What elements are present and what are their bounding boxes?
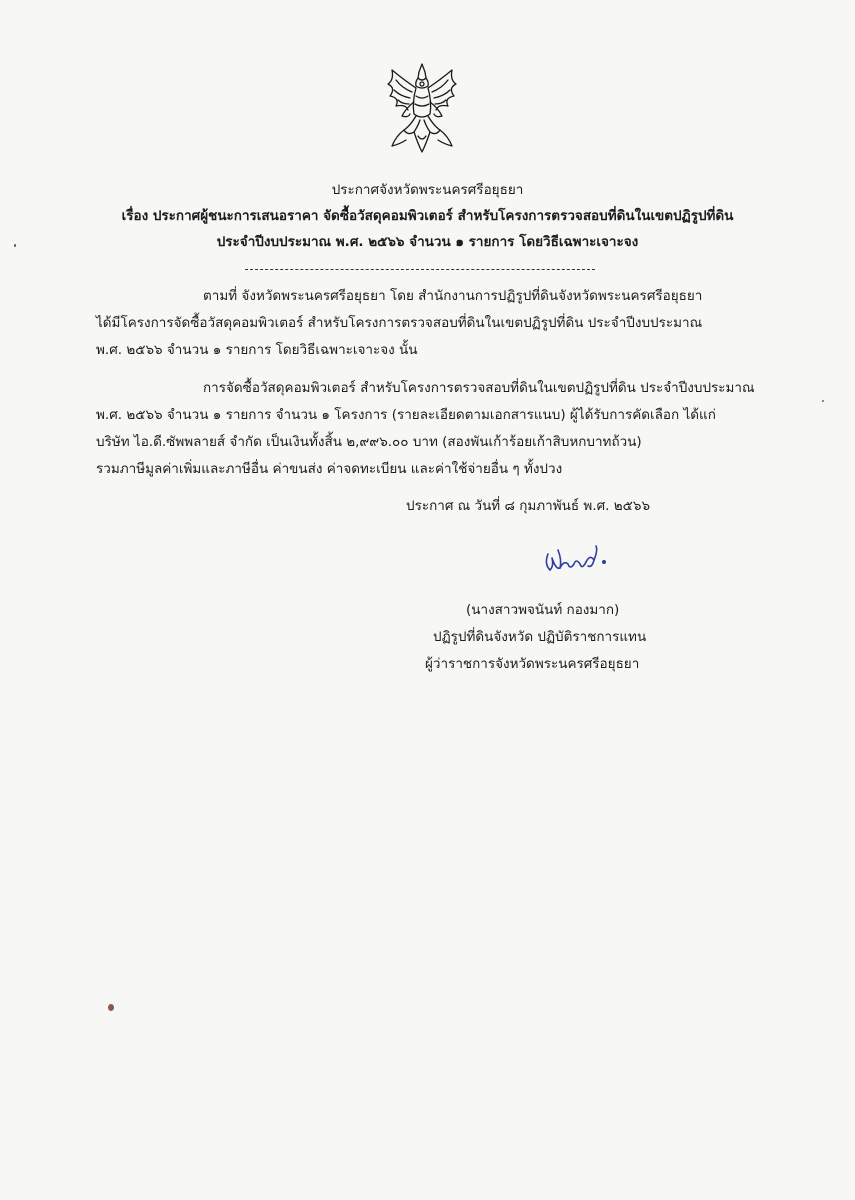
garuda-emblem-icon [382,62,462,156]
paragraph2-line-4: รวมภาษีมูลค่าเพิ่มและภาษีอื่น ค่าขนส่ง ค่าจดทะเบียน และค่าใช้จ่ายอื่น ๆ ทั้งปวง [96,461,563,477]
paragraph2-line-1: การจัดซื้อวัสดุคอมพิวเตอร์ สำหรับโครงการตรวจสอบที่ดินในเขตปฏิรูปที่ดิน ประจำปีงบประมาณ [203,380,755,396]
scan-speck [14,244,16,247]
paragraph2-line-2: พ.ศ. ๒๕๖๖ จำนวน ๑ รายการ จำนวน ๑ โครงการ (รายละเอียดตามเอกสารแนบ) ผู้ได้รับการคัดเลือก ได้แก่ [96,407,716,423]
subject-line-1: เรื่อง ประกาศผู้ชนะการเสนอราคา จัดซื้อวัสดุคอมพิวเตอร์ สำหรับโครงการตรวจสอบที่ดินในเขตปฏิรูปที่ดิน [121,208,734,224]
signatory-position-1: ปฏิรูปที่ดินจังหวัด ปฏิบัติราชการแทน [433,629,647,645]
scan-speck [108,1004,114,1011]
signatory-name: (นางสาวพจนันท์ กองมาก) [466,602,620,618]
signatory-position-2: ผู้ว่าราชการจังหวัดพระนครศรีอยุธยา [425,656,640,672]
paragraph1-line-2: ได้มีโครงการจัดซื้อวัสดุคอมพิวเตอร์ สำหรับโครงการตรวจสอบที่ดินในเขตปฏิรูปที่ดิน ประจำปีงบประมาณ [96,315,703,331]
announce-date: ประกาศ ณ วันที่ ๘ กุมภาพันธ์ พ.ศ. ๒๕๖๖ [406,498,651,514]
handwritten-signature-icon [540,540,610,580]
paragraph1-line-1: ตามที่ จังหวัดพระนครศรีอยุธยา โดย สำนักงานการปฏิรูปที่ดินจังหวัดพระนครศรีอยุธยา [203,288,703,304]
announcement-title: ประกาศจังหวัดพระนครศรีอยุธยา [331,182,524,198]
divider [245,269,595,270]
subject-line-2: ประจำปีงบประมาณ พ.ศ. ๒๕๖๖ จำนวน ๑ รายการ โดยวิธีเฉพาะเจาะจง [216,234,639,250]
paragraph2-line-3: บริษัท ไอ.ดี.ซัพพลายส์ จำกัด เป็นเงินทั้งสิ้น ๒,๙๙๖.๐๐ บาท (สองพันเก้าร้อยเก้าสิบหกบาทถ้วน) [96,434,642,450]
scan-speck [822,400,824,402]
paragraph1-line-3: พ.ศ. ๒๕๖๖ จำนวน ๑ รายการ โดยวิธีเฉพาะเจาะจง นั้น [96,342,418,358]
